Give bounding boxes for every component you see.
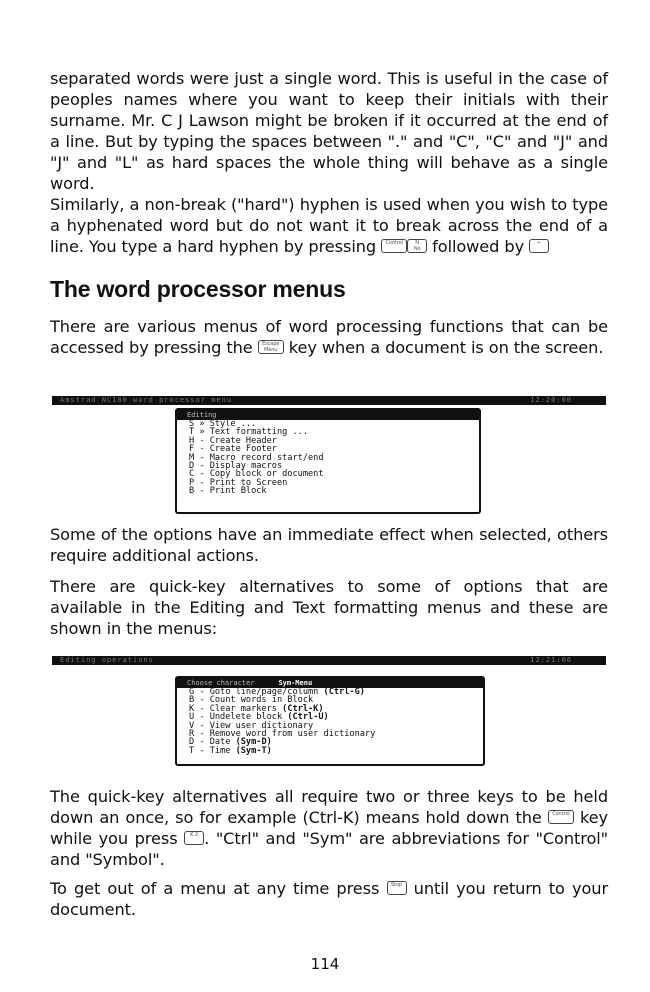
paragraph-options-effect: Some of the options have an immediate effect when selected, others require additional actions.	[50, 525, 608, 565]
screen2-item-shortcut: (Sym-D)	[235, 737, 272, 748]
paragraph-menus-intro-start: There are various menus of word processing functions that can be accessed by pressing the	[50, 317, 608, 357]
paragraph-hard-hyphen	[50, 194, 608, 257]
paragraph-exit-menu-start: To get out of a menu at any time press	[50, 879, 380, 898]
paragraph-hard-hyphen-followed: followed by	[432, 237, 525, 256]
stop-key-icon: Stop	[387, 881, 407, 895]
screen1-menu-header: Editing	[177, 410, 479, 420]
screen1-menu-item[interactable]: T » Text formatting ...	[189, 427, 308, 438]
screen2-item-text: K - Clear markers	[189, 703, 283, 714]
n-key-sublabel: No	[413, 246, 421, 252]
screen2-item-text: U - Undelete block	[189, 712, 288, 723]
screen1-menu-item[interactable]: S » Style ...	[189, 419, 257, 429]
screen1-menu-item[interactable]: C - Copy block or document	[189, 469, 324, 480]
screen2-item-text: G - Goto line/page/column	[189, 687, 324, 697]
screen1-menu-box	[175, 408, 481, 514]
menu-key-top: Escape	[262, 341, 280, 347]
screen1-menu-item[interactable]: P - Print to Screen	[189, 477, 288, 488]
n-key-label: N	[415, 240, 419, 246]
paragraph-hard-hyphen-text: Similarly, a non-break ("hard") hyphen is used when you wish to type a hyphenated word but do not want it to break across the end of a line. You type a hard hyphen by pressing	[50, 195, 608, 256]
screen2-item-shortcut: (Ctrl-K)	[282, 703, 324, 714]
screen1-bar-title: Amstrad NC100 word processor menu	[60, 396, 233, 404]
paragraph-exit-menu-end: until you return to your document.	[50, 879, 608, 919]
screen1-menu-item[interactable]: H - Create Header	[189, 435, 277, 446]
screen1-menu-item[interactable]: F - Create Footer	[189, 444, 277, 455]
screen2-menu-list	[177, 688, 483, 755]
screen2-bar-clock: 12:21:06	[530, 656, 572, 664]
screen2-item-text: B - Count words in Block	[189, 695, 314, 706]
screen2-item-shortcut: (Sym-T)	[235, 745, 272, 756]
screen2-item-text: T - Time	[189, 745, 236, 756]
screen2-bar-title: Editing operations	[60, 656, 154, 664]
screen1-menu-item[interactable]: M - Macro record start/end	[189, 452, 324, 463]
paragraph-hard-spaces: separated words were just a single word. This is useful in the case of peoples names where you want to keep their initials with their surname. Mr. C J Lawson might be broken if it occurred at the end of a line. But by typing the spaces between "." and "C", "C" and "J" and "J" and "L" as hard spaces the whole thing will behave as a single word.	[50, 69, 608, 193]
screen2-item-shortcut: (Ctrl-G)	[323, 687, 365, 697]
screen2-menu-title-right: Sym-Menu	[278, 679, 313, 687]
screen2-status-bar	[52, 656, 606, 665]
menu-key-icon	[258, 340, 284, 354]
paragraph-quick-key-end: . "Ctrl" and "Sym" are abbreviations for "Control" and "Symbol".	[50, 829, 609, 869]
screen1-bar-clock: 12:20:00	[530, 396, 572, 404]
paragraph-menus-intro-end: key when a document is on the screen.	[288, 338, 604, 357]
screen2-menu-box	[175, 676, 485, 766]
screen2-item-text: D - Date	[189, 737, 236, 748]
screen2-item-text: R - Remove word from user dictionary	[189, 729, 376, 740]
paragraph-quick-key-mid: key while you press	[50, 808, 609, 848]
k-key-sublabel: 2	[194, 832, 199, 838]
k-key-icon	[184, 831, 204, 845]
k-key-label: K	[190, 832, 194, 838]
screen1-status-bar	[52, 396, 606, 405]
screen1-menu-list	[177, 420, 479, 496]
paragraph-quick-key-start: The quick-key alternatives all require two or three keys to be held down an once, so for example (Ctrl-K) means hold down the	[50, 787, 608, 827]
screen1-menu-item[interactable]: B - Print Block	[189, 486, 267, 497]
screen1-menu-item[interactable]: D - Display macros	[189, 461, 283, 472]
screen2-menu-title: Choose character	[187, 679, 255, 687]
page-number: 114	[310, 955, 340, 973]
paragraph-menus-intro	[50, 316, 608, 358]
paragraph-quick-key-alternatives	[50, 786, 608, 870]
paragraph-quick-keys: There are quick-key alternatives to some of options that are available in the Editing and Text formatting menus and these are shown in the menus:	[50, 577, 608, 638]
screen2-menu-item[interactable]	[189, 747, 483, 755]
control-key-icon: Control	[548, 810, 574, 824]
enter-key-icon: ←	[529, 239, 549, 253]
control-key-icon: Control	[381, 239, 407, 253]
paragraph-exit-menu	[50, 878, 608, 920]
n-key-icon	[407, 239, 427, 253]
screen2-item-shortcut: (Ctrl-U)	[287, 712, 329, 723]
menu-key-bottom: Menu	[264, 347, 278, 353]
section-heading: The word processor menus	[50, 276, 346, 302]
screen2-item-text: V - View user dictionary	[189, 720, 314, 731]
